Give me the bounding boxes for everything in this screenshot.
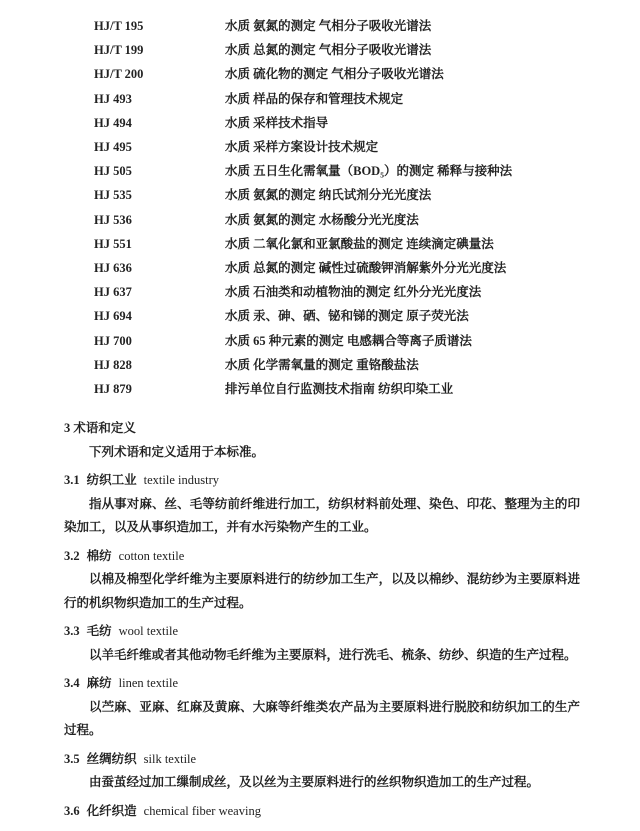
normative-references-list bbox=[64, 14, 580, 401]
term-block bbox=[64, 800, 580, 824]
term-heading bbox=[64, 620, 580, 644]
term-heading bbox=[64, 545, 580, 569]
term-number: 3.5 bbox=[64, 751, 80, 766]
reference-title: 水质 采样技术指导 bbox=[225, 115, 329, 130]
reference-code: HJ 828 bbox=[94, 357, 132, 372]
reference-row bbox=[64, 280, 580, 304]
reference-row bbox=[64, 87, 580, 111]
reference-title: 水质 汞、砷、硒、铋和锑的测定 原子荧光法 bbox=[225, 309, 469, 324]
reference-code: HJ 551 bbox=[94, 236, 132, 251]
term-number: 3.4 bbox=[64, 676, 80, 691]
reference-row bbox=[64, 353, 580, 377]
reference-code: HJ 535 bbox=[94, 188, 132, 203]
term-heading bbox=[64, 672, 580, 696]
reference-row bbox=[64, 111, 580, 135]
reference-code: HJ 879 bbox=[94, 382, 132, 397]
reference-row bbox=[64, 232, 580, 256]
reference-title: 排污单位自行监测技术指南 纺织印染工业 bbox=[225, 382, 454, 397]
term-name-zh: 毛纺 bbox=[86, 624, 112, 639]
term-heading bbox=[64, 800, 580, 824]
term-name-en: wool textile bbox=[118, 624, 179, 639]
reference-code: HJ 536 bbox=[94, 212, 132, 227]
reference-title: 水质 五日生化需氧量（BOD₅）的测定 稀释与接种法 bbox=[225, 164, 513, 179]
term-name-zh: 棉纺 bbox=[86, 548, 112, 563]
reference-row bbox=[64, 208, 580, 232]
reference-title: 水质 采样方案设计技术规定 bbox=[225, 140, 379, 155]
reference-title: 水质 化学需氧量的测定 重铬酸盐法 bbox=[225, 357, 419, 372]
term-name-zh: 丝绸纺织 bbox=[86, 751, 137, 766]
term-number: 3.2 bbox=[64, 548, 80, 563]
reference-code: HJ 694 bbox=[94, 309, 132, 324]
term-definition: 以羊毛纤维或者其他动物毛纤维为主要原料，进行洗毛、梳条、纺纱、织造的生产过程。 bbox=[89, 647, 577, 662]
reference-row bbox=[64, 38, 580, 62]
term-name-zh: 纺织工业 bbox=[86, 473, 137, 488]
reference-row bbox=[64, 304, 580, 328]
reference-title: 水质 氨氮的测定 气相分子吸收光谱法 bbox=[225, 19, 432, 33]
reference-title: 水质 石油类和动植物油的测定 红外分光光度法 bbox=[225, 285, 482, 300]
reference-row bbox=[64, 377, 580, 401]
term-heading bbox=[64, 469, 580, 493]
term-block bbox=[64, 620, 580, 667]
term-number: 3.1 bbox=[64, 473, 80, 488]
term-name-zh: 化纤织造 bbox=[86, 803, 137, 818]
reference-code: HJ 494 bbox=[94, 115, 132, 130]
term-definition: 以棉及棉型化学纤维为主要原料进行的纺纱加工生产，以及以棉纱、混纺纱为主要原料进行的机织物织造加工的生产过程。 bbox=[64, 572, 580, 610]
reference-code: HJ/T 195 bbox=[94, 19, 144, 33]
term-name-en: chemical fiber weaving bbox=[143, 803, 261, 818]
term-block bbox=[64, 672, 580, 743]
section-heading: 3 术语和定义 bbox=[64, 421, 136, 436]
reference-code: HJ 495 bbox=[94, 140, 132, 155]
reference-title: 水质 二氧化氯和亚氯酸盐的测定 连续滴定碘量法 bbox=[225, 236, 494, 251]
reference-title: 水质 65 种元素的测定 电感耦合等离子质谱法 bbox=[225, 333, 472, 348]
reference-code: HJ 505 bbox=[94, 164, 132, 179]
reference-code: HJ/T 199 bbox=[94, 43, 144, 58]
reference-row bbox=[64, 62, 580, 86]
reference-row bbox=[64, 14, 580, 38]
reference-code: HJ 636 bbox=[94, 261, 132, 276]
term-block bbox=[64, 748, 580, 795]
terms-and-definitions-section bbox=[64, 417, 580, 823]
reference-row bbox=[64, 183, 580, 207]
reference-code: HJ/T 200 bbox=[94, 67, 144, 82]
term-name-en: textile industry bbox=[143, 473, 219, 488]
reference-title: 水质 总氮的测定 气相分子吸收光谱法 bbox=[225, 43, 432, 58]
reference-row bbox=[64, 159, 580, 183]
section-intro: 下列术语和定义适用于本标准。 bbox=[89, 444, 265, 459]
reference-title: 水质 总氮的测定 碱性过硫酸钾消解紫外分光光度法 bbox=[225, 261, 507, 276]
reference-row bbox=[64, 329, 580, 353]
term-block bbox=[64, 545, 580, 616]
reference-title: 水质 硫化物的测定 气相分子吸收光谱法 bbox=[225, 67, 444, 82]
reference-code: HJ 637 bbox=[94, 285, 132, 300]
reference-row bbox=[64, 256, 580, 280]
term-name-en: cotton textile bbox=[118, 548, 185, 563]
term-definition: 由蚕茧经过加工缫制成丝，及以丝为主要原料进行的丝织物织造加工的生产过程。 bbox=[89, 775, 540, 790]
term-name-en: linen textile bbox=[118, 676, 178, 691]
term-number: 3.3 bbox=[64, 624, 80, 639]
term-definition: 以苎麻、亚麻、红麻及黄麻、大麻等纤维类农产品为主要原料进行脱胶和纺织加工的生产过程。 bbox=[64, 699, 580, 738]
term-definition: 指从事对麻、丝、毛等纺前纤维进行加工，纺织材料前处理、染色、印花、整理为主的印染加工，以及从事织造加工，并有水污染物产生的工业。 bbox=[64, 496, 580, 535]
reference-row bbox=[64, 135, 580, 159]
term-name-zh: 麻纺 bbox=[86, 676, 112, 691]
reference-title: 水质 氨氮的测定 纳氏试剂分光光度法 bbox=[225, 188, 432, 203]
term-heading bbox=[64, 748, 580, 772]
reference-code: HJ 493 bbox=[94, 91, 132, 106]
term-number: 3.6 bbox=[64, 803, 80, 818]
reference-title: 水质 样品的保存和管理技术规定 bbox=[225, 91, 404, 106]
term-block bbox=[64, 469, 580, 540]
term-name-en: silk textile bbox=[143, 751, 197, 766]
reference-title: 水质 氨氮的测定 水杨酸分光光度法 bbox=[225, 212, 419, 227]
reference-code: HJ 700 bbox=[94, 333, 132, 348]
